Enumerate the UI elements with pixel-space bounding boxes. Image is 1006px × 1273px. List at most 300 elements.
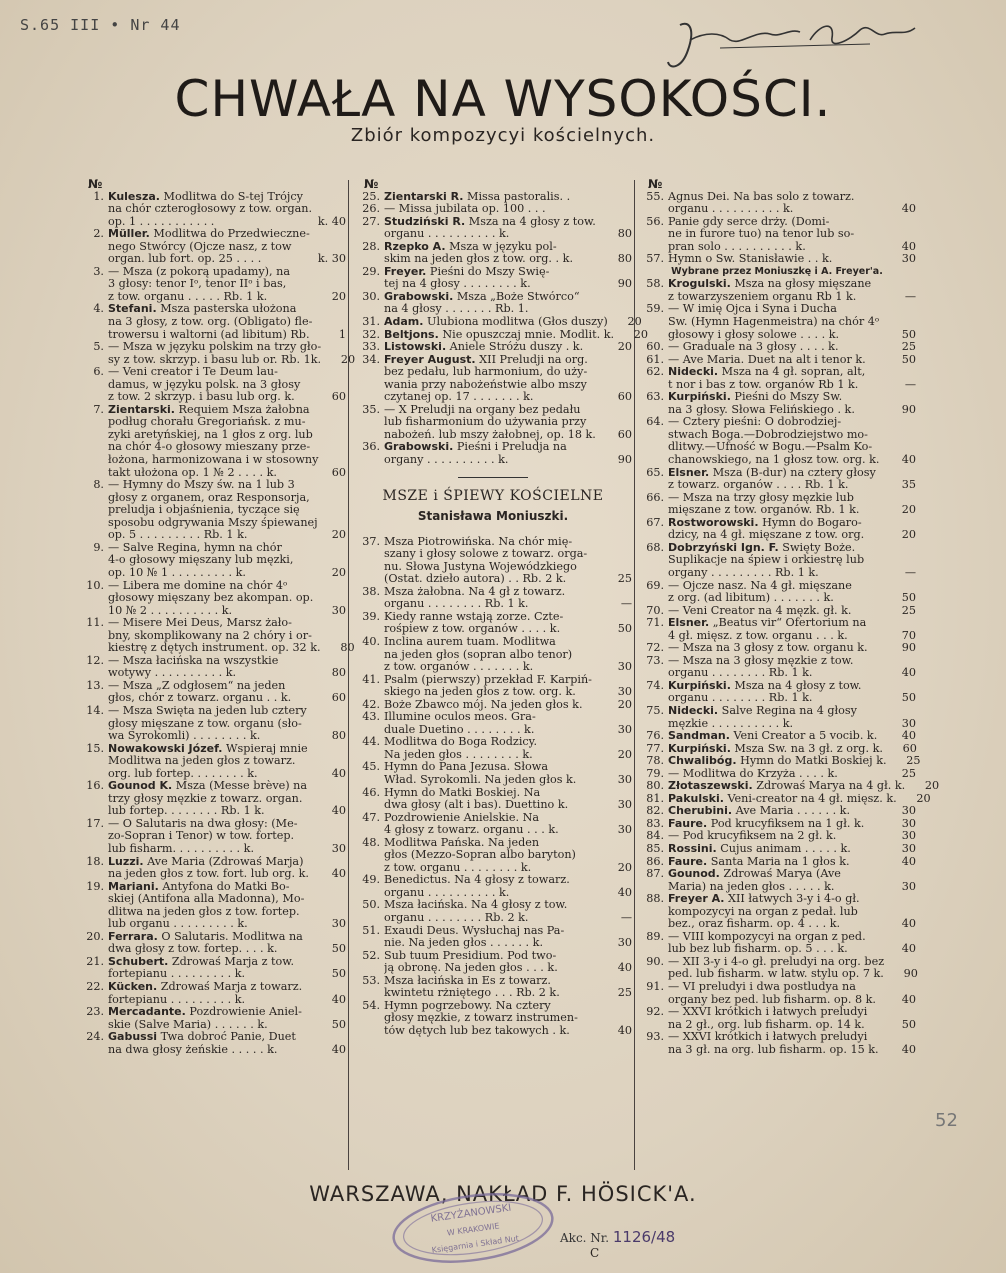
entry-price: 30 <box>901 817 916 830</box>
entry-line <box>668 655 916 668</box>
entry-line <box>384 736 632 749</box>
entry-line <box>384 987 632 1000</box>
entry-number: 9. <box>93 540 104 554</box>
entry-text: — Misere Mei Deus, Marsz żało- <box>108 617 292 630</box>
catalog-entry <box>638 680 916 705</box>
entry-number: 49. <box>362 873 380 887</box>
composer-name: Grabowski. <box>384 290 454 303</box>
catalog-entry <box>638 843 916 856</box>
catalog-entry <box>638 642 916 655</box>
entry-price: 80 <box>340 642 355 655</box>
entry-text: Twa dobroć Panie, Duet <box>157 1031 296 1044</box>
entry-text: — Missa jubilata op. 100 . . . <box>384 203 546 216</box>
composer-name: Dobrzyński Ign. F. <box>668 541 779 554</box>
entry-text: 3 głosy: tenor Iᵒ, tenor IIᵒ i bas, <box>108 278 287 291</box>
entry-line <box>384 837 632 850</box>
entry-text: zo-Sopran i Tenor) w tow. fortep. <box>108 830 295 843</box>
entry-line <box>108 479 346 492</box>
entry-line <box>108 278 346 291</box>
entry-text: Msza na 4 głosy z tow. <box>730 679 862 692</box>
entry-text: lub bez lub fisharm. op. 5 . . . k. <box>668 943 848 956</box>
entry-number: 7. <box>93 402 104 416</box>
entry-line <box>384 441 632 454</box>
entry-number: 33. <box>362 340 380 354</box>
composer-name: Gounod. <box>668 868 720 881</box>
entry-number: 30. <box>362 289 380 303</box>
catalog-entry <box>354 711 632 736</box>
composer-name: Gabussi <box>108 1031 158 1044</box>
entry-price: 50 <box>901 353 916 366</box>
entry-text: — XII 3-y i 4-o gł. preludyi na org. bez <box>668 955 885 968</box>
entry-line <box>384 862 632 875</box>
entry-number: 21. <box>86 954 104 968</box>
entry-line <box>668 241 916 254</box>
entry-number: 87. <box>646 867 664 881</box>
entry-number: 91. <box>646 980 664 993</box>
entry-line <box>384 799 632 812</box>
entry-text: Msza w języku pol- <box>445 240 557 253</box>
entry-line <box>108 592 346 605</box>
composer-name: Freyer. <box>384 265 427 278</box>
entry-line <box>668 943 916 956</box>
entry-price <box>598 303 632 316</box>
entry-price: 90 <box>617 278 632 291</box>
catalog-entry <box>638 818 916 831</box>
entry-line <box>384 278 632 291</box>
entry-text: Msza łacińska. Na 4 głosy z tow. <box>384 899 568 912</box>
entry-line <box>668 705 916 718</box>
entry-line <box>108 441 346 454</box>
entry-price: 30 <box>617 773 632 786</box>
entry-text: głosy z organem, oraz Responsorja, <box>108 491 310 504</box>
entry-number: 61. <box>646 352 664 366</box>
entry-price: 60 <box>902 742 917 755</box>
entry-number: 69. <box>646 578 664 592</box>
entry-number: 37. <box>362 534 380 548</box>
entry-price: 20 <box>331 290 346 303</box>
catalog-entry <box>78 191 346 229</box>
entry-line <box>668 768 916 781</box>
entry-price: 25 <box>617 987 632 1000</box>
entry-price: 20 <box>331 529 346 542</box>
entry-price: 40 <box>901 993 916 1006</box>
entry-text: Hymn do Pana Jezusa. Słowa <box>384 761 549 774</box>
entry-number: 16. <box>86 779 104 793</box>
entry-text: na jeden głos z tow. fort. lub org. k. <box>108 868 309 881</box>
entry-line <box>384 1012 632 1025</box>
entry-price: 40 <box>901 855 916 868</box>
entry-line <box>108 830 346 843</box>
entry-line <box>384 912 632 925</box>
entry-line <box>668 1019 916 1032</box>
entry-number: 35. <box>362 402 380 416</box>
entry-text: skie (Salve Maria) . . . . . . k. <box>108 1018 268 1031</box>
entry-number: 36. <box>362 440 380 454</box>
entry-text: Na jeden głos . . . . . . . . k. <box>384 748 533 761</box>
entry-text: Ave Maria . . . . . . k. <box>732 805 851 818</box>
entry-line <box>108 379 346 392</box>
entry-price: 60 <box>617 391 632 404</box>
entry-number: 47. <box>362 810 380 824</box>
entry-text: — Pod krucyfiksem na 2 gł. k. <box>668 830 837 843</box>
catalog-entry <box>78 580 346 618</box>
entry-text: kwintetu rżniętego . . . Rb. 2 k. <box>384 987 560 1000</box>
entry-price: 25 <box>901 767 916 780</box>
entry-line <box>384 649 632 662</box>
entry-line <box>108 718 346 731</box>
entry-number: 68. <box>646 540 664 554</box>
entry-text: głosowy i głosy solowe . . . . k. <box>668 328 840 341</box>
catalog-entry <box>354 536 632 586</box>
composer-name: Müller. <box>108 228 150 241</box>
entry-text: — Graduale na 3 głosy . . . . k. <box>668 341 839 354</box>
entry-line <box>108 692 346 705</box>
entry-line <box>668 592 916 605</box>
entry-price: 30 <box>901 830 916 843</box>
entry-line <box>108 216 346 229</box>
entry-line <box>668 893 916 906</box>
entry-price: 40 <box>331 993 346 1006</box>
entry-number: 44. <box>362 735 380 749</box>
entry-text: — Libera me domine na chór 4ᵒ <box>108 579 288 592</box>
entry-number: 25. <box>362 189 380 203</box>
entry-text: głos (Mezzo-Sopran albo baryton) <box>384 849 576 862</box>
stamp-line-3: Księgarnia i Skład Nut <box>431 1233 520 1255</box>
entry-line <box>108 805 346 818</box>
entry-text: z tow. 2 skrzyp. i basu lub org. k. <box>108 391 295 404</box>
entry-text: XII Preludji na org. <box>475 353 588 366</box>
entry-text: Św. (Hymn Hagenmeistra) na chór 4ᵒ <box>668 316 880 329</box>
catalog-entry <box>354 315 642 329</box>
entry-number: 63. <box>646 390 664 404</box>
entry-line <box>668 492 916 505</box>
entry-text: Pieśni do Mszy Świę- <box>426 265 550 278</box>
entry-price: 30 <box>901 880 916 893</box>
entry-text: lub fisharmonium do używania przy <box>384 416 587 429</box>
catalog-entry <box>78 780 346 818</box>
catalog-entry <box>638 730 916 743</box>
entry-price: 20 <box>901 504 916 517</box>
entry-text: nabożeń. lub mszy żałobnej, op. 18 k. <box>384 428 596 441</box>
entry-text: op. 1 . . . . . . . . . . . <box>108 215 215 228</box>
entry-price: 90 <box>903 968 918 981</box>
catalog-entry <box>354 327 649 342</box>
entry-price: 20 <box>617 861 632 874</box>
shelfmark: S.65 III • Nr 44 <box>20 16 181 34</box>
entry-line <box>108 404 346 417</box>
entry-text: lub fortep. . . . . . . . Rb. 1 k. <box>108 805 265 818</box>
entry-number: 32. <box>362 327 380 341</box>
entry-text: Msza (Messe brève) na <box>172 780 308 793</box>
entry-text: bez., oraz fisharm. op. 4 . . . k. <box>668 918 841 931</box>
entry-number: 13. <box>86 678 104 692</box>
entry-text: na 3 głosy. Słowa Felińskiego . k. <box>668 403 855 416</box>
entry-line <box>668 780 939 793</box>
entry-text: skim na jeden głos z tow. org. . k. <box>384 253 573 266</box>
entry-text: — Ave Maria. Duet na alt i tenor k. <box>668 353 866 366</box>
entry-line <box>668 906 916 919</box>
entry-price: 25 <box>901 341 916 354</box>
column-divider <box>348 180 349 1170</box>
entry-price: 30 <box>331 604 346 617</box>
entry-line <box>668 630 916 643</box>
entry-number: 66. <box>646 490 664 504</box>
entry-line <box>108 366 346 379</box>
entry-text: Psalm (pierwszy) przekład F. Karpiń- <box>384 673 592 686</box>
catalog-entry <box>638 580 916 605</box>
entry-text: — Veni Creator na 4 męzk. gł. k. <box>668 604 852 617</box>
entry-line <box>668 667 916 680</box>
entry-text: 4 głosy z towarz. organu . . . k. <box>384 824 559 837</box>
entry-number: 50. <box>362 898 380 912</box>
entry-number: 58. <box>646 277 664 291</box>
entry-text: organu . . . . . . . . . . k. <box>384 886 510 899</box>
entry-text: organu . . . . . . . . Rb. 1 k. <box>668 692 813 705</box>
entry-price: 40 <box>901 240 916 253</box>
entry-text: Zdrowaś Marya (Ave <box>719 868 841 881</box>
entry-line <box>668 554 916 567</box>
entry-number: 70. <box>646 603 664 617</box>
entry-text: 10 № 2 . . . . . . . . . . k. <box>108 604 233 617</box>
catalog-entry <box>354 837 632 875</box>
composer-name: Nidecki. <box>668 366 719 379</box>
catalog-entry <box>638 191 916 216</box>
entry-number: 29. <box>362 264 380 278</box>
entry-line <box>668 278 916 291</box>
composer-name: Freyer A. <box>668 893 725 906</box>
entry-text: głosy mięszane z tow. organu (sło- <box>108 717 302 730</box>
entry-price: 40 <box>901 730 916 743</box>
entry-line <box>668 441 916 454</box>
entry-line <box>668 467 916 480</box>
entry-price: 70 <box>901 629 916 642</box>
entry-text: Suplikacje na śpiew i orkiestrę lub <box>668 554 865 567</box>
composer-name: Ferrara. <box>108 930 158 943</box>
entry-line <box>668 805 916 818</box>
entry-text: podług chorału Gregoriańsk. z mu- <box>108 416 306 429</box>
entry-price: 30 <box>331 842 346 855</box>
entry-line <box>108 605 346 618</box>
entry-line <box>384 598 632 611</box>
entry-price: 20 <box>340 353 356 366</box>
entry-line <box>384 536 632 549</box>
entry-text: sposobu odgrywania Mszy śpiewanej <box>108 516 318 529</box>
entry-line <box>668 216 916 229</box>
entry-line <box>668 642 916 655</box>
entry-price: 30 <box>901 842 916 855</box>
entry-text: — Modlitwa do Krzyża . . . . k. <box>668 767 838 780</box>
entry-line <box>108 567 346 580</box>
entry-number: 12. <box>86 653 104 667</box>
entry-price: — <box>904 566 916 579</box>
composer-name: Sandman. <box>668 730 730 743</box>
entry-number: 8. <box>93 478 104 492</box>
entry-price: 20 <box>627 316 642 329</box>
composer-name: Zientarski. <box>108 403 175 416</box>
entry-line <box>668 529 916 542</box>
entry-text: z towarz. organów . . . . Rb. 1 k. <box>668 479 849 492</box>
entry-text: — Msza Święta na jeden lub cztery <box>108 704 307 717</box>
entry-line <box>668 253 916 266</box>
entry-line <box>384 404 632 417</box>
entry-line <box>668 429 916 442</box>
entry-price: 30 <box>617 661 632 674</box>
entry-text: — Msza na 3 głosy męzkie z tow. <box>668 654 854 667</box>
entry-text: Msza pasterska ułożona <box>156 303 297 316</box>
entry-number: 59. <box>646 302 664 316</box>
catalog-entry <box>78 743 346 781</box>
entry-price: 80 <box>331 730 346 743</box>
composer-name: Kulesza. <box>108 190 160 203</box>
entry-number: 80. <box>646 779 664 793</box>
entry-price: 90 <box>617 454 632 467</box>
entry-text: organu . . . . . . . . Rb. 1 k. <box>384 598 529 611</box>
entry-number: 23. <box>86 1005 104 1019</box>
catalog-entry <box>78 616 355 655</box>
catalog-entry <box>354 874 632 899</box>
entry-price: 25 <box>901 604 916 617</box>
composer-name: Złotaszewski. <box>668 780 753 793</box>
entry-line <box>108 906 346 919</box>
entry-line <box>668 730 916 743</box>
entry-price: 40 <box>617 962 632 975</box>
entry-text: Ave Maria (Zdrowaś Marja) <box>143 855 304 868</box>
composer-name: Beltjons. <box>384 328 439 341</box>
entry-line <box>668 881 916 894</box>
entry-text: — Veni creator i Te Deum lau- <box>108 366 278 379</box>
entry-price: 25 <box>906 755 921 768</box>
entry-line <box>108 755 346 768</box>
entry-text: kompozycyi na organ z pedał. lub <box>668 905 858 918</box>
composer-name: Elsner. <box>668 466 710 479</box>
catalog-entry <box>78 881 346 931</box>
composer-name: Rossini. <box>668 842 717 855</box>
entry-line <box>668 567 916 580</box>
entry-price: 20 <box>901 529 916 542</box>
entry-text: organy . . . . . . . . . . k. <box>384 454 509 467</box>
entry-line <box>668 856 916 869</box>
entry-price: k. 30 <box>317 253 346 266</box>
entry-text: nu. Słowa Justyna Wojewódzkiego <box>384 560 577 573</box>
entry-text: zyki aretyńskiej, na 1 głos z org. lub <box>108 428 313 441</box>
entry-number: 78. <box>646 754 664 768</box>
entry-text: 4 gł. mięsz. z tow. organu . . . k. <box>668 629 848 642</box>
composer-name: Adam. <box>384 316 424 329</box>
entry-price: 30 <box>901 805 916 818</box>
entry-price: 40 <box>331 1043 346 1056</box>
entry-price: 40 <box>331 805 346 818</box>
entry-line <box>384 787 632 800</box>
entry-line <box>108 868 346 881</box>
entry-number: 52. <box>362 948 380 962</box>
entry-line <box>668 830 916 843</box>
catalog-entry <box>638 956 916 981</box>
entry-text: Kiedy ranne wstają zorze. Czte- <box>384 610 564 623</box>
entry-number: 39. <box>362 609 380 623</box>
entry-text: stwach Boga.—Dobrodziejstwo mo- <box>668 428 868 441</box>
entry-line <box>108 253 346 266</box>
composer-name: Kurpiński. <box>668 742 731 755</box>
entry-text: fortepianu . . . . . . . . . k. <box>108 968 246 981</box>
composer-name: Kurpiński. <box>668 391 731 404</box>
composer-name: Elsner. <box>668 617 710 630</box>
entry-price: 50 <box>331 968 346 981</box>
catalog-entry <box>354 699 632 712</box>
entry-price: 40 <box>331 767 346 780</box>
entry-line <box>384 824 632 837</box>
entry-line <box>384 203 632 216</box>
catalog-entry <box>638 868 916 893</box>
entry-line <box>668 580 916 593</box>
entry-line <box>108 354 355 367</box>
entry-line <box>108 780 346 793</box>
entry-price: 80 <box>331 667 346 680</box>
entry-line <box>108 1006 346 1019</box>
entry-text: na dwa głosy żeńskie . . . . . k. <box>108 1043 278 1056</box>
entry-number: 19. <box>86 879 104 893</box>
composer-name: Freyer August. <box>384 353 476 366</box>
entry-text: z tow. organów . . . . . . . k. <box>384 661 534 674</box>
entry-line <box>668 479 916 492</box>
entry-text: ped. lub fisharm. w latw. stylu op. 7 k. <box>668 968 884 981</box>
entry-line <box>668 291 916 304</box>
entry-line <box>108 793 346 806</box>
entry-text: organu . . . . . . . . Rb. 1 k. <box>668 667 813 680</box>
catalog-entry <box>78 366 346 404</box>
entry-line <box>384 429 632 442</box>
entry-text: Msza na 4 głosy z tow. <box>465 215 596 228</box>
catalog-entry <box>638 805 916 818</box>
entry-line <box>108 454 346 467</box>
entry-number: 43. <box>362 710 380 724</box>
composer-name: Mercadante. <box>108 1006 186 1019</box>
entry-line <box>108 856 346 869</box>
entry-text: — Cztery pieśni: O dobrodziej- <box>668 416 842 429</box>
entry-text: — Msza łacińska na wszystkie <box>108 654 279 667</box>
entry-text: Salve Regina na 4 głosy <box>718 704 857 717</box>
entry-line <box>384 266 632 279</box>
entry-number: 28. <box>362 239 380 253</box>
composer-name: Rostworowski. <box>668 516 759 529</box>
entry-line <box>668 1031 916 1044</box>
entry-text: Benedictus. Na 4 głosy z towarz. <box>384 874 570 887</box>
entry-price: — <box>904 290 916 303</box>
entry-text: głos, chór z towarz. organu . . k. <box>108 692 292 705</box>
entry-line <box>108 504 346 517</box>
entry-text: Hymn o Św. Stanisławie . . k. <box>668 253 833 266</box>
entry-line <box>384 925 632 938</box>
page-title: CHWAŁA NA WYSOKOŚCI. <box>174 70 832 128</box>
entry-line <box>108 542 346 555</box>
entry-line <box>384 316 642 329</box>
entry-price: 50 <box>901 1018 916 1031</box>
composer-name: Stefani. <box>108 303 157 316</box>
entry-line <box>668 617 916 630</box>
entry-number: 73. <box>646 653 664 667</box>
entry-text: wa Syrokomli) . . . . . . . . k. <box>108 730 261 743</box>
entry-price: 20 <box>331 566 346 579</box>
entry-text: dwa głosy z tow. fortep. . . . k. <box>108 943 278 956</box>
entry-text: Aniele Stróżu duszy . k. <box>446 341 584 354</box>
entry-line <box>668 918 916 931</box>
entry-number: 17. <box>86 816 104 830</box>
entry-number: 84. <box>646 829 664 843</box>
catalog-entry <box>354 812 632 837</box>
entry-text: ne in furore tuo) na tenor lub so- <box>668 228 855 241</box>
entry-line <box>108 228 346 241</box>
entry-price: 30 <box>901 253 916 266</box>
entry-text: na 3 gł. na org. lub fisharm. op. 15 k. <box>668 1043 879 1056</box>
